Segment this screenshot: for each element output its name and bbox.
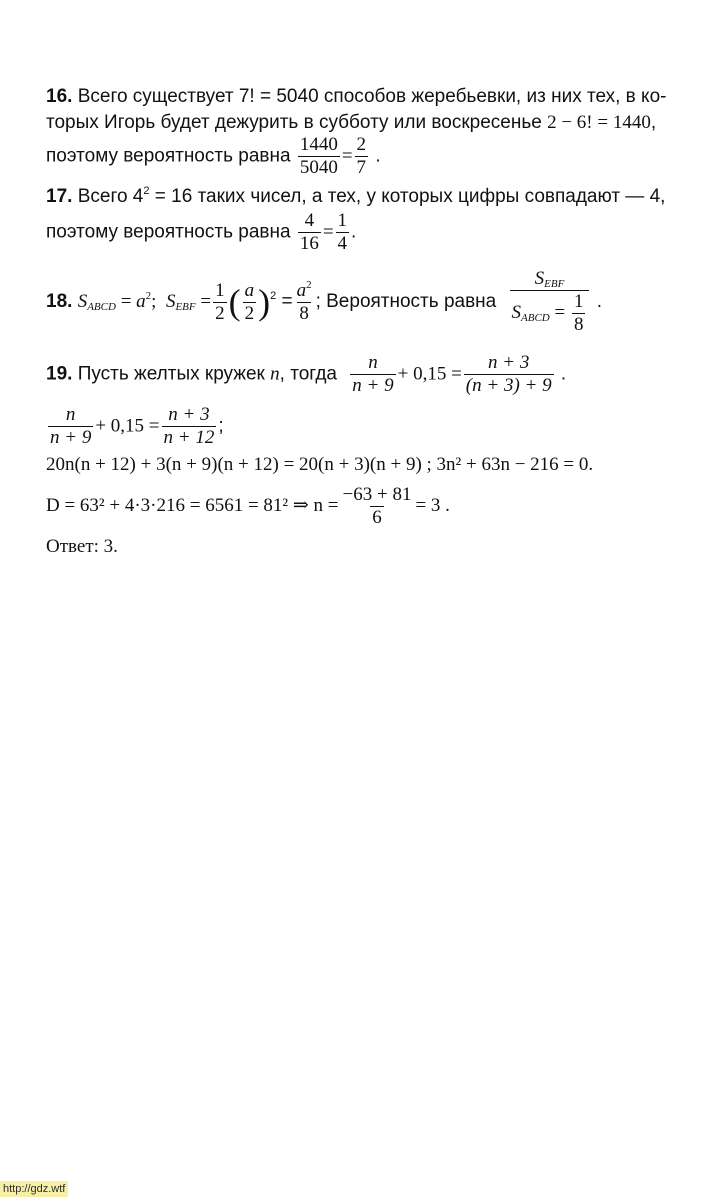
problem-number: 19. bbox=[46, 363, 73, 385]
problem-number: 17. bbox=[46, 186, 73, 207]
text: торых Игорь будет дежурить в субботу или воскресенье bbox=[46, 112, 542, 133]
problem-16-line-1 bbox=[46, 86, 666, 108]
fraction: $\frac{4}{16}$ bbox=[299, 210, 319, 254]
text: поэтому вероятность равна bbox=[46, 145, 291, 167]
problem-19-line-2: $\frac{n}{n + 9}$ + 0,15 = $\frac{n + 3}{n + 12}$ ; bbox=[50, 404, 224, 448]
text: ; Вероятность равна bbox=[315, 291, 497, 313]
problem-17-line-2: поэтому вероятность равна $\frac{4}{16}$ = $\frac{1}{4}$ . bbox=[46, 210, 357, 254]
problem-number: 18. bbox=[46, 291, 73, 313]
problem-18-line: 18. $S_{ABCD} = a^2$; $S_{EBF}$ = $\frac{1}{2}$ ( $\frac{a}{2}$ )$^2$ = $\frac{a^2}{8}$ ; Вероятность равна $S_{EBF}$ $S_{ABCD}$ = $\frac{1}{8}$ . bbox=[46, 268, 603, 335]
problem-16-line-2: торых Игорь будет дежурить в субботу или воскресенье 2 − 6! = 1440, bbox=[46, 112, 657, 133]
fraction: $\frac{1440}{5040}$ bbox=[299, 134, 338, 178]
problem-number: 16. bbox=[46, 86, 73, 107]
fraction: $\frac{1}{4}$ bbox=[337, 210, 348, 254]
problem-19-equation: 20n(n + 12) + 3(n + 9)(n + 12) = 20(n + 3)(n + 9) ; 3n² + 63n − 216 = 0. bbox=[46, 454, 594, 475]
fraction: $\frac{2}{7}$ bbox=[356, 134, 367, 178]
answer: Ответ: 3. bbox=[46, 536, 118, 557]
math: 2 − 6! = 1440 bbox=[547, 112, 651, 133]
text: Всего существует 7! = 5040 способов жеребьевки, из них тех, в ко- bbox=[77, 86, 667, 107]
problem-16-line-3: поэтому вероятность равна $\frac{1440}{5040}$ = $\frac{2}{7}$ . bbox=[46, 134, 381, 178]
problem-19-discriminant: D = 63² + 4·3·216 = 6561 = 81² ⇒ n = $\frac{-63 + 81}{6}$ = 3 . bbox=[46, 484, 450, 528]
text: поэтому вероятность равна bbox=[46, 221, 291, 243]
watermark-link[interactable]: http://gdz.wtf bbox=[0, 1181, 68, 1197]
problem-19-line-1: 19. Пусть желтых кружек n, тогда $\frac{n}{n + 9}$ + 0,15 = $\frac{n + 3}{(n + 3) + 9}$ . bbox=[46, 352, 567, 396]
problem-17-line-1: 17. Всего $4^2 = 16$ таких чисел, а тех, у которых цифры совпадают — 4, bbox=[46, 185, 666, 207]
